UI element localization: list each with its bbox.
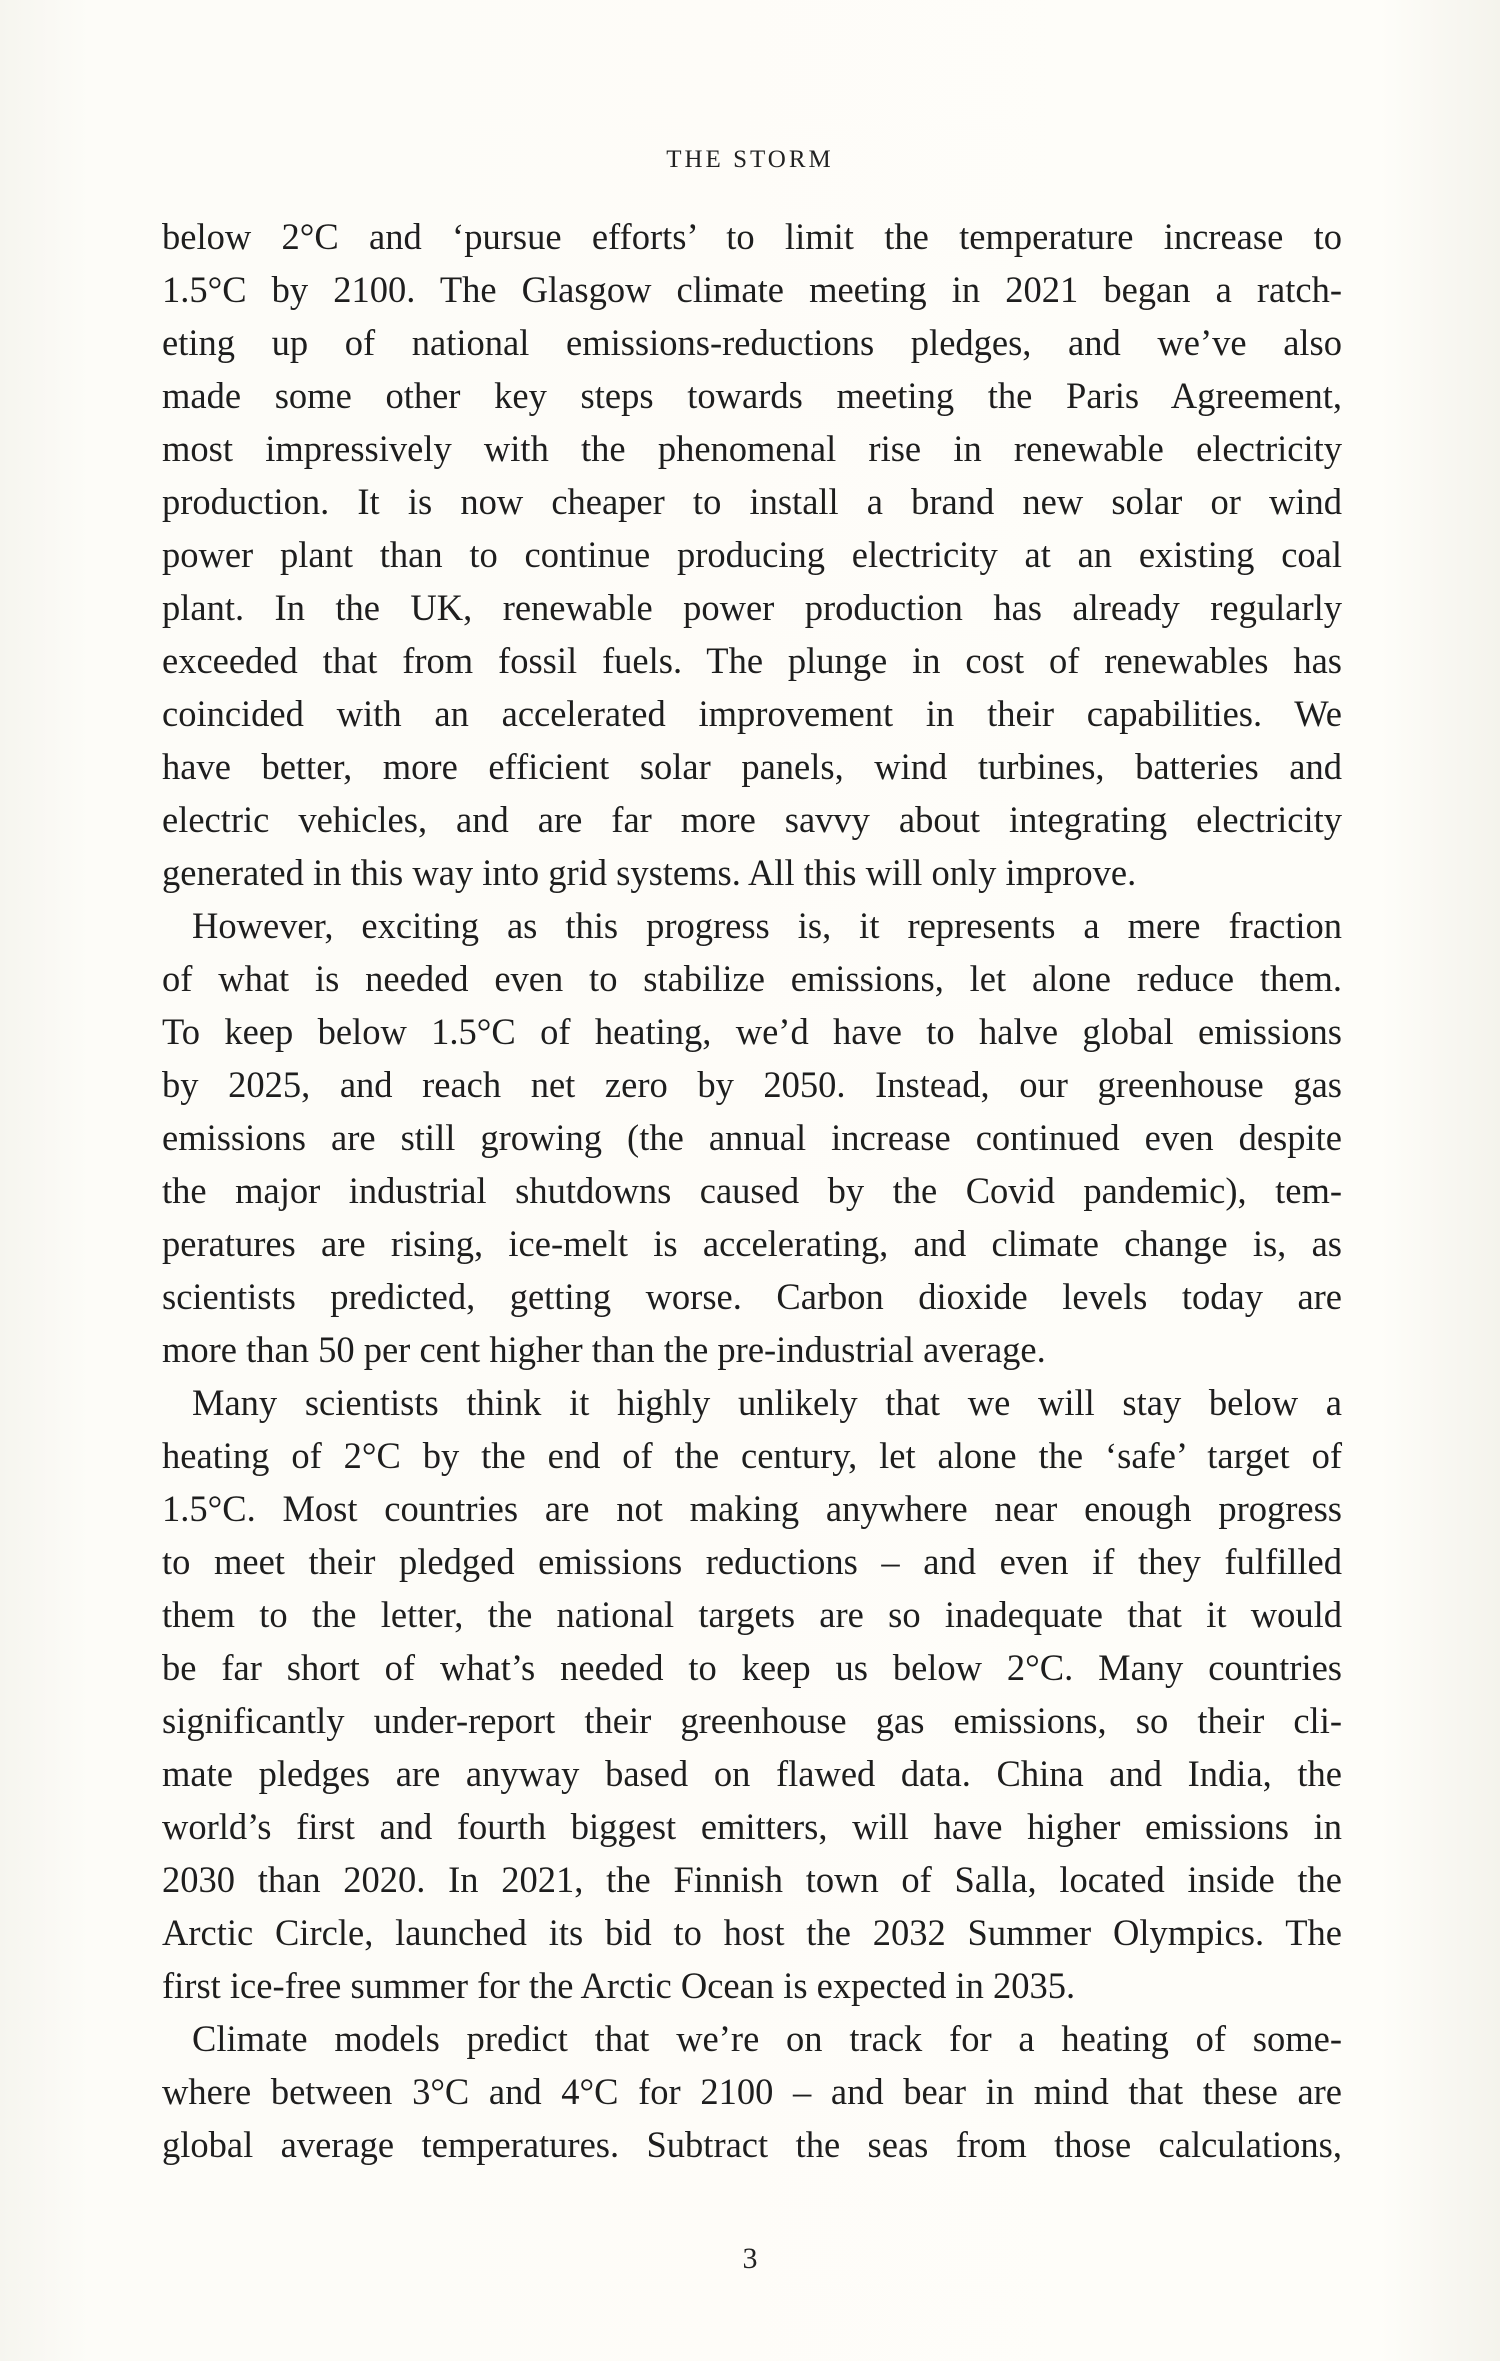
text-line: them to the letter, the national targets are so inadequate that it would — [162, 1594, 1342, 1635]
text-line: the major industrial shutdowns caused by the Covid pandemic), tem- — [162, 1170, 1342, 1211]
text-line: mate pledges are anyway based on flawed data. China and India, the — [162, 1753, 1342, 1794]
page-number: 3 — [742, 2242, 758, 2275]
text-line: Arctic Circle, launched its bid to host the 2032 Summer Olympics. The — [162, 1912, 1342, 1953]
paragraph-3 — [162, 1376, 1342, 2012]
text-line: plant. In the UK, renewable power production has already regularly — [162, 587, 1342, 628]
text-line: electric vehicles, and are far more savvy about integrating electricity — [162, 799, 1342, 840]
text-line: first ice-free summer for the Arctic Ocean is expected in 2035. — [162, 1965, 1076, 2006]
text-line: have better, more efficient solar panels, wind turbines, batteries and — [162, 746, 1342, 787]
text-line: heating of 2°C by the end of the century, let alone the ‘safe’ target of — [162, 1435, 1342, 1476]
text-line: by 2025, and reach net zero by 2050. Instead, our greenhouse gas — [162, 1064, 1342, 1105]
text-line: made some other key steps towards meeting the Paris Agreement, — [162, 375, 1342, 416]
text-line: 1.5°C by 2100. The Glasgow climate meeting in 2021 began a ratch- — [162, 269, 1342, 310]
text-line: 2030 than 2020. In 2021, the Finnish town of Salla, located inside the — [162, 1859, 1342, 1900]
text-line: world’s first and fourth biggest emitters, will have higher emissions in — [162, 1806, 1342, 1847]
text-line: 1.5°C. Most countries are not making anywhere near enough progress — [162, 1488, 1342, 1529]
text-line: exceeded that from fossil fuels. The plunge in cost of renewables has — [162, 640, 1342, 681]
text-line: significantly under-report their greenhouse gas emissions, so their cli- — [162, 1700, 1342, 1741]
text-line: production. It is now cheaper to install a brand new solar or wind — [162, 481, 1342, 522]
text-line: to meet their pledged emissions reductions – and even if they fulfilled — [162, 1541, 1342, 1582]
running-head: THE STORM — [666, 146, 834, 173]
text-line: where between 3°C and 4°C for 2100 – and bear in mind that these are — [162, 2071, 1342, 2112]
text-line: However, exciting as this progress is, it represents a mere fraction — [192, 905, 1342, 946]
text-line: To keep below 1.5°C of heating, we’d have to halve global emissions — [162, 1011, 1342, 1052]
text-line: peratures are rising, ice-melt is accelerating, and climate change is, as — [162, 1223, 1342, 1264]
text-line: Many scientists think it highly unlikely that we will stay below a — [192, 1382, 1342, 1423]
text-line: scientists predicted, getting worse. Carbon dioxide levels today are — [162, 1276, 1342, 1317]
text-line: most impressively with the phenomenal rise in renewable electricity — [162, 428, 1342, 469]
body-text — [162, 210, 1342, 2171]
text-line: emissions are still growing (the annual increase continued even despite — [162, 1117, 1342, 1158]
text-line: coincided with an accelerated improvement in their capabilities. We — [162, 693, 1342, 734]
text-line: Climate models predict that we’re on track for a heating of some- — [192, 2018, 1342, 2059]
text-line: of what is needed even to stabilize emissions, let alone reduce them. — [162, 958, 1342, 999]
text-line: eting up of national emissions-reductions pledges, and we’ve also — [162, 322, 1342, 363]
paragraph-2 — [162, 899, 1342, 1376]
text-line: be far short of what’s needed to keep us below 2°C. Many countries — [162, 1647, 1342, 1688]
text-line: below 2°C and ‘pursue efforts’ to limit the temperature increase to — [162, 216, 1342, 257]
text-line: power plant than to continue producing electricity at an existing coal — [162, 534, 1342, 575]
text-line: generated in this way into grid systems. All this will only improve. — [162, 852, 1137, 893]
paragraph-1 — [162, 210, 1342, 899]
text-line: global average temperatures. Subtract the seas from those calculations, — [162, 2124, 1342, 2165]
text-line: more than 50 per cent higher than the pre-industrial average. — [162, 1329, 1046, 1370]
paragraph-4 — [162, 2012, 1342, 2171]
